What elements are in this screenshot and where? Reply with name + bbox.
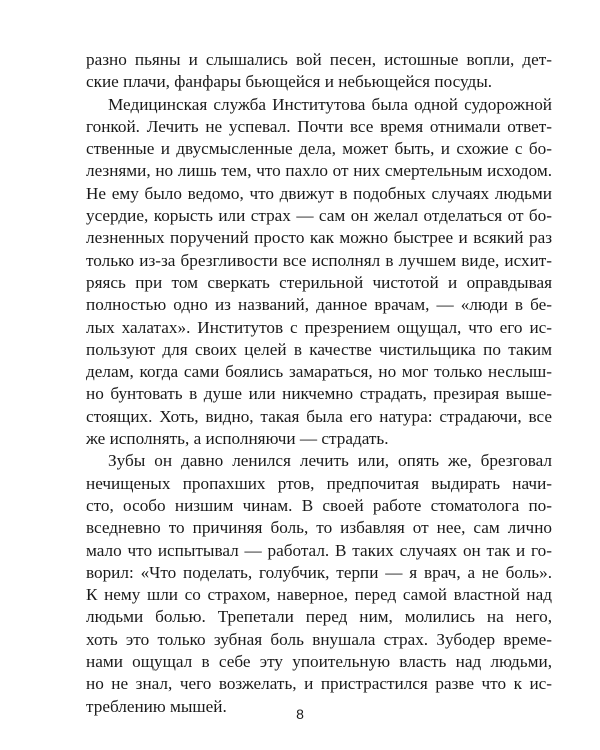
text-line: людьми болью. Трепетали перед ним, молились на него, bbox=[86, 607, 552, 627]
text-line: мало что испытывал — работал. В таких случаях он так и го- bbox=[86, 540, 552, 560]
paragraph bbox=[86, 94, 552, 451]
text-line: вседневно то причиняя боль, то избавляя от нее, сам лично bbox=[86, 518, 552, 538]
text-line: же исполнять, а исполняючи — страдать. bbox=[86, 429, 389, 449]
text-line: сто, особо низшим чинам. В своей работе стоматолога по- bbox=[86, 495, 552, 515]
text-line: хоть это только зубная боль внушала страх. Зубодер време- bbox=[86, 629, 552, 649]
text-line: делам, когда сами боялись замараться, но мог только неслыш- bbox=[86, 362, 552, 382]
page-number: 8 bbox=[296, 706, 304, 722]
text-line: лезнями, но лишь тем, что пахло от них смертельным исходом. bbox=[86, 161, 552, 181]
text-line: треблению мышей. bbox=[86, 696, 227, 716]
text-line: стоящих. Хоть, видно, такая была его натура: страдаючи, все bbox=[86, 406, 552, 426]
text-line: полностью одно из названий, данное врачам, — «люди в бе- bbox=[86, 295, 552, 315]
text-line: усердие, корысть или страх — сам он желал отделаться от бо- bbox=[86, 206, 552, 226]
text-line: Не ему было ведомо, что движут в подобных случаях людьми bbox=[86, 183, 552, 203]
text-line: только из-за брезгливости все исполнял в лучшем виде, исхит- bbox=[86, 250, 552, 270]
text-line: К нему шли со страхом, наверное, перед самой властной над bbox=[86, 585, 552, 605]
text-line: лезненных поручений просто как можно быстрее и всякий раз bbox=[86, 228, 552, 248]
text-line: ряясь при том сверкать стерильной чистотой и оправдывая bbox=[86, 272, 552, 292]
text-line: гонкой. Лечить не успевал. Почти все время отнимали ответ- bbox=[86, 116, 552, 136]
text-line: но бунтовать в душе или никчемно страдать, презирая выше- bbox=[86, 384, 552, 404]
text-line: нечищеных пропахших ртов, предпочитая выдирать начи- bbox=[86, 473, 552, 493]
text-line: лых халатах». Институтов с презрением ощущал, что его ис- bbox=[86, 317, 552, 337]
text-line: но не знал, чего возжелать, и пристрастился разве что к ис- bbox=[86, 674, 552, 694]
text-line: Медицинская служба Институтова была одной судорожной bbox=[108, 94, 552, 114]
text-line: пользуют для своих целей в качестве чистильщика по таким bbox=[86, 339, 552, 359]
text-line: ские плачи, фанфары бьющейся и небьющейся посуды. bbox=[86, 72, 493, 92]
paragraph bbox=[86, 49, 552, 94]
text-line: нами ощущал в себе эту упоительную власть над людьми, bbox=[86, 652, 552, 672]
paragraph bbox=[86, 450, 552, 718]
text-line: Зубы он давно ленился лечить или, опять же, брезговал bbox=[108, 451, 552, 471]
text-line: ворил: «Что поделать, голубчик, терпи — я врач, а не боль». bbox=[86, 562, 552, 582]
text-line: ственные и двусмысленные дела, может быть, и схожие с бо- bbox=[86, 139, 552, 159]
text-line: разно пьяны и слышались вой песен, истошные вопли, дет- bbox=[86, 50, 552, 69]
body-text bbox=[86, 49, 552, 718]
